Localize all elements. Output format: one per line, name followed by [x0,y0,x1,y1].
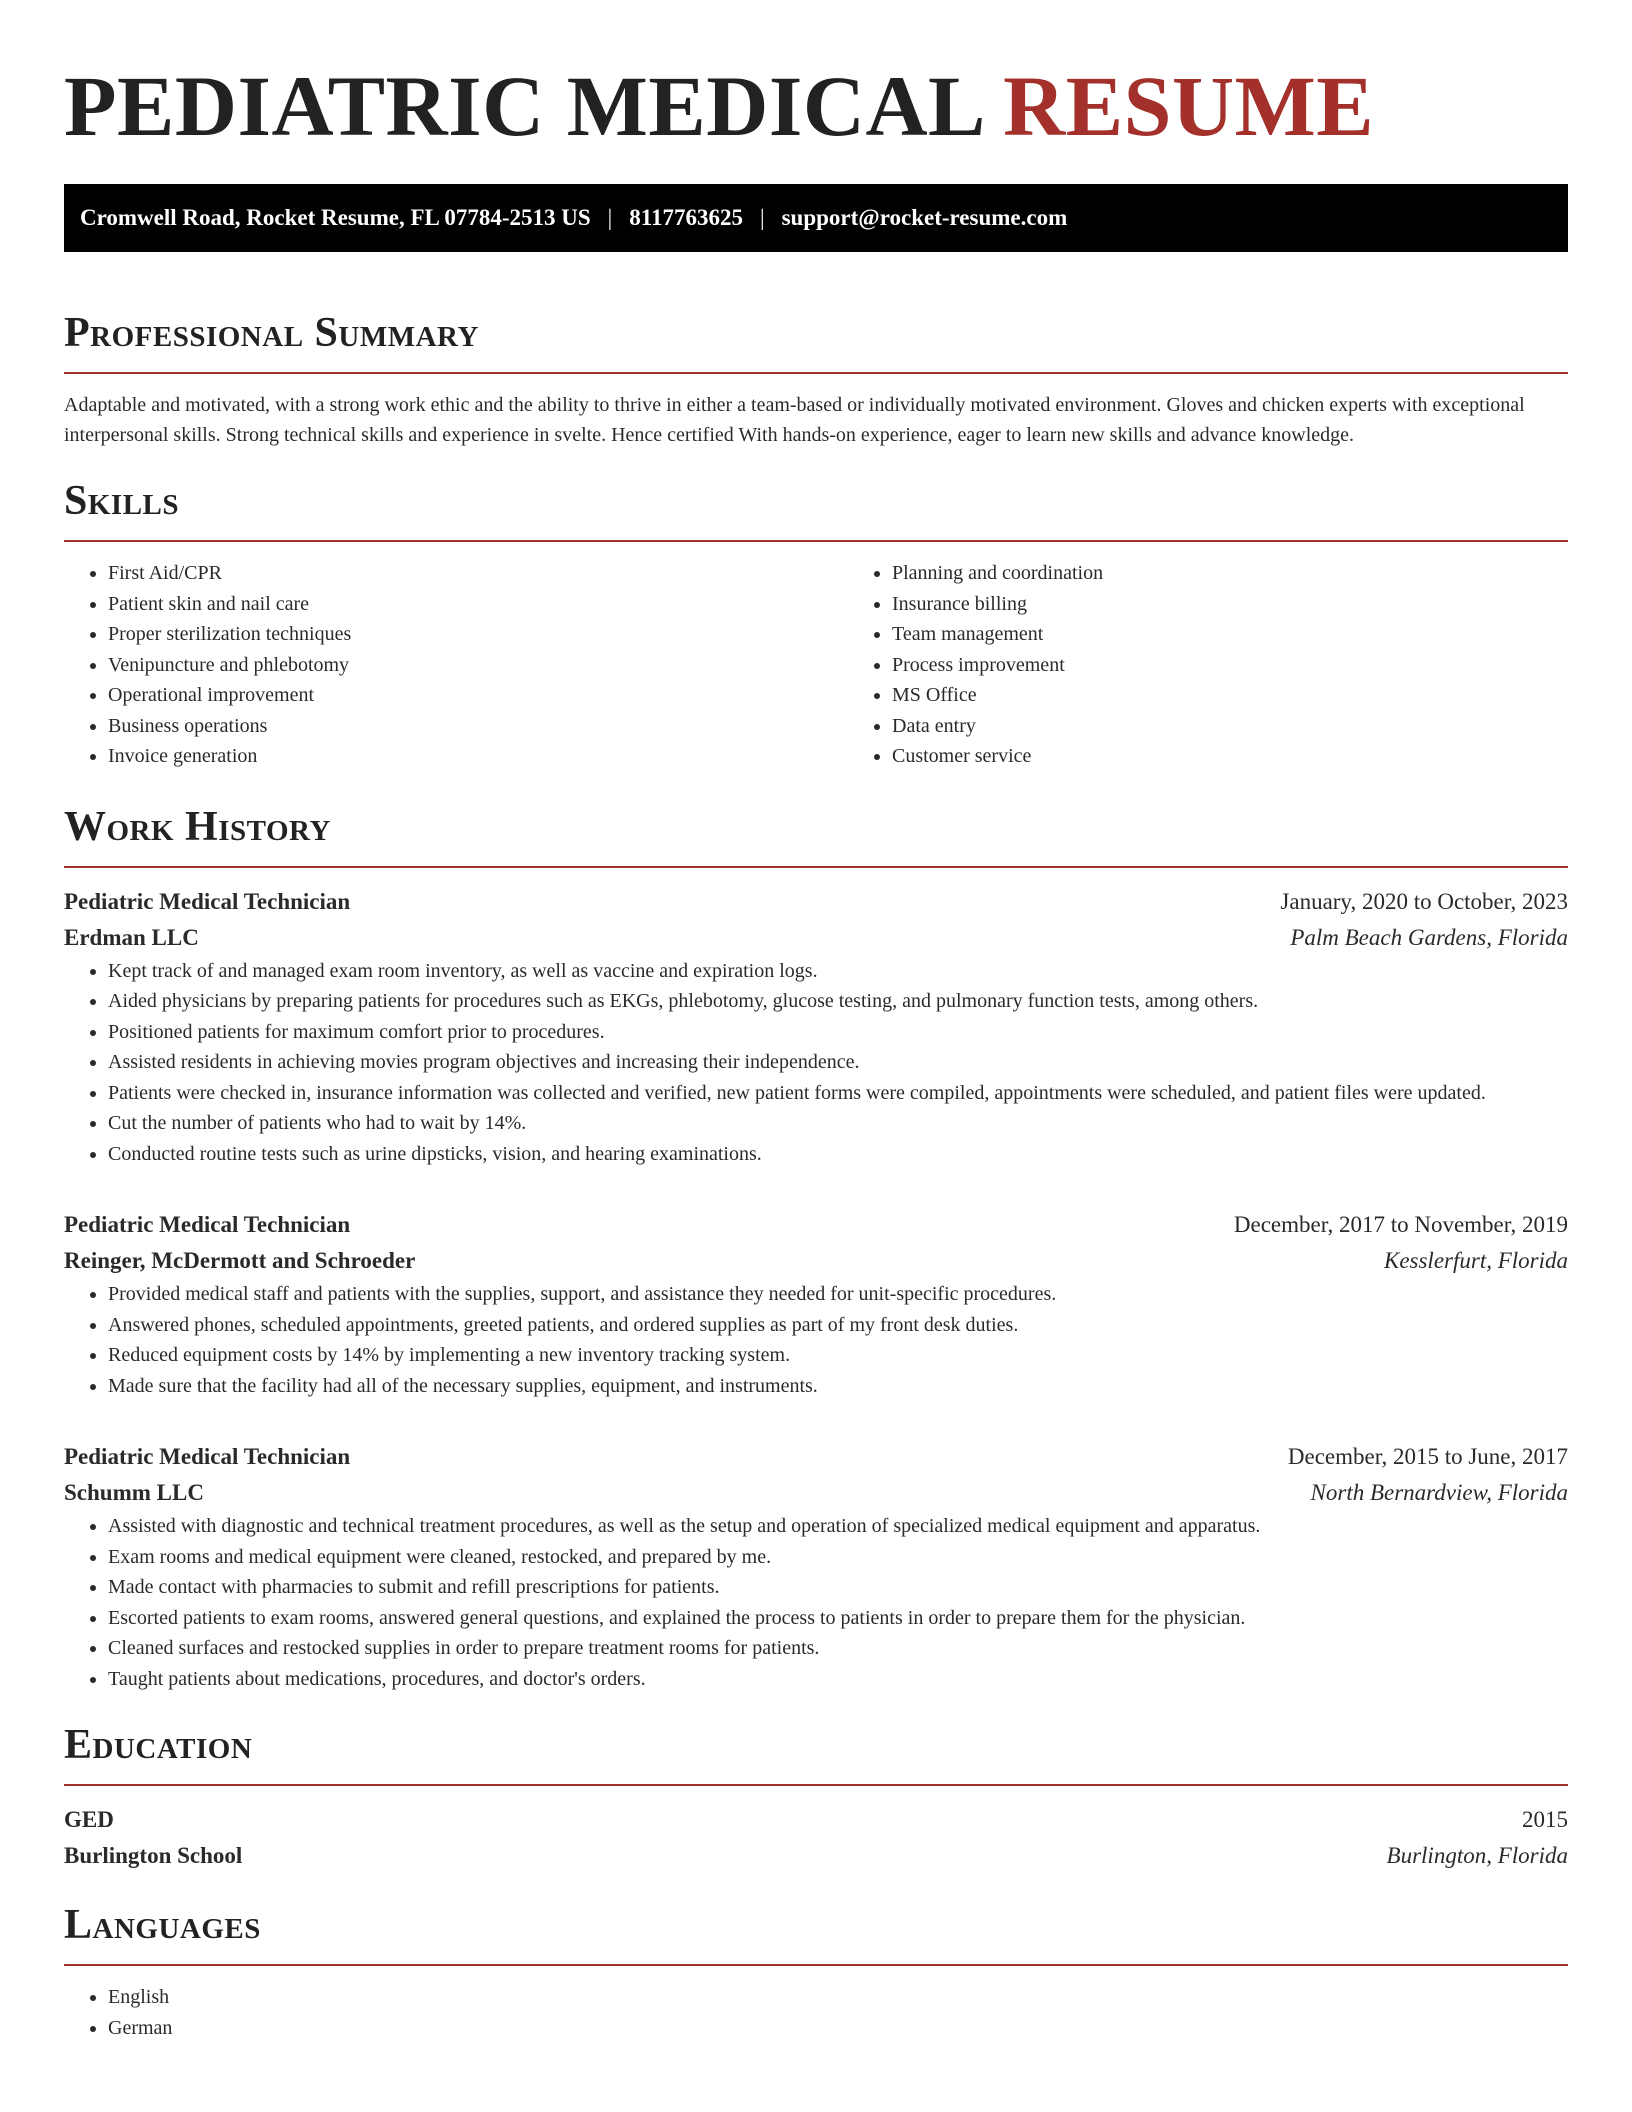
languages-list [64,1982,1568,2043]
title-main: PEDIATRIC MEDICAL [64,58,982,154]
job-dates: December, 2015 to June, 2017 [1287,1444,1568,1469]
section-divider [64,1784,1568,1786]
summary-section [64,308,1568,450]
contact-email: support@rocket-resume.com [781,205,1068,230]
title-accent: RESUME [1003,58,1375,154]
skill-item: • Invoice generation [108,741,848,772]
education-section [64,1720,1568,1874]
skill-item: • Operational improvement [108,680,848,711]
resume-title [64,0,1568,156]
job-company: Reinger, McDermott and Schroeder [64,1248,416,1273]
skill-item: • Planning and coordination [892,558,1632,589]
job-bullets [64,1279,1568,1401]
languages-heading: Languages [64,1902,261,1948]
contact-separator: | [607,205,613,230]
job-bullet: • Escorted patients to exam rooms, answered general questions, and explained the process to patients in order to prepare them for the physician. [108,1603,1568,1634]
skill-item: • First Aid/CPR [108,558,848,589]
skill-item: • MS Office [892,680,1632,711]
education-location: Burlington, Florida [1386,1843,1568,1868]
skill-item: • Business operations [108,711,848,742]
language-item: • German [108,2013,1568,2044]
job-bullet: • Assisted with diagnostic and technical treatment procedures, as well as the setup and operation of specialized medical equipment and apparatus. [108,1511,1568,1542]
education-year: 2015 [1522,1807,1568,1832]
job-title: Pediatric Medical Technician [64,1444,351,1469]
job-bullet: • Assisted residents in achieving movies program objectives and increasing their independence. [108,1047,1568,1078]
job-bullet: • Provided medical staff and patients with the supplies, support, and assistance they needed for unit-specific procedures. [108,1279,1568,1310]
skills-list-right [848,558,1632,772]
skill-item: • Customer service [892,741,1632,772]
skills-heading: Skills [64,478,180,524]
education-heading: Education [64,1722,253,1768]
job-bullet: • Answered phones, scheduled appointments, greeted patients, and ordered supplies as part of my front desk duties. [108,1310,1568,1341]
job-company: Erdman LLC [64,924,199,950]
skill-item: • Proper sterilization techniques [108,619,848,650]
contact-separator: | [760,205,765,230]
job-dates: December, 2017 to November, 2019 [1233,1212,1568,1237]
job-title: Pediatric Medical Technician [64,888,351,914]
job-bullet: • Taught patients about medications, procedures, and doctor's orders. [108,1664,1568,1695]
skill-item: • Venipuncture and phlebotomy [108,650,848,681]
section-divider [64,1964,1568,1966]
job-dates: January, 2020 to October, 2023 [1280,888,1568,914]
job-company: Schumm LLC [64,1480,204,1505]
work-heading: Work History [64,803,331,850]
job-bullet: • Reduced equipment costs by 14% by implementing a new inventory tracking system. [108,1340,1568,1371]
skills-section [64,476,1568,772]
job-bullets [64,956,1568,1170]
skills-list-left [64,558,848,772]
job-bullet: • Made sure that the facility had all of the necessary supplies, equipment, and instruments. [108,1371,1568,1402]
job-bullets [64,1511,1568,1694]
contact-address: Cromwell Road, Rocket Resume, FL 07784-2513 US [80,205,591,230]
job-bullet: • Conducted routine tests such as urine dipsticks, vision, and hearing examinations. [108,1139,1568,1170]
job-location: North Bernardview, Florida [1310,1480,1568,1505]
job-bullet: • Made contact with pharmacies to submit and refill prescriptions for patients. [108,1572,1568,1603]
languages-section [64,1900,1568,2043]
contact-bar [64,184,1568,252]
job-bullet: • Cleaned surfaces and restocked supplies in order to prepare treatment rooms for patients. [108,1633,1568,1664]
job-bullet: • Positioned patients for maximum comfort prior to procedures. [108,1017,1568,1048]
job-location: Palm Beach Gardens, Florida [1290,924,1568,950]
skill-item: • Team management [892,619,1632,650]
skills-grid [64,558,1568,772]
education-degree: GED [64,1807,114,1832]
job-bullet: • Patients were checked in, insurance information was collected and verified, new patient forms were compiled, appointments were scheduled, and patient files were updated. [108,1078,1568,1109]
summary-heading: Professional Summary [64,310,479,356]
skill-item: • Data entry [892,711,1632,742]
job-bullet: • Aided physicians by preparing patients for procedures such as EKGs, phlebotomy, glucose testing, and pulmonary function tests, among others. [108,986,1568,1017]
contact-phone: 8117763625 [629,205,743,230]
job-entry [64,1207,1568,1401]
job-location: Kesslerfurt, Florida [1383,1248,1568,1273]
skill-item: • Patient skin and nail care [108,589,848,620]
education-school: Burlington School [64,1843,243,1868]
job-entry [64,1439,1568,1694]
section-divider [64,866,1568,868]
skill-item: • Process improvement [892,650,1632,681]
job-bullet: • Kept track of and managed exam room inventory, as well as vaccine and expiration logs. [108,956,1568,987]
section-divider [64,540,1568,542]
job-bullet: • Exam rooms and medical equipment were cleaned, restocked, and prepared by me. [108,1542,1568,1573]
job-entry [64,884,1568,1170]
education-entry [64,1802,1568,1874]
work-history-section [64,802,1568,1695]
summary-text: Adaptable and motivated, with a strong work ethic and the ability to thrive in either a team-based or individually motivated environment. Gloves and chicken experts with exceptional interpersonal skills. Strong technical skills and experience in svelte. Hence certified With hands-on experience, eager to learn new skills and advance knowledge. [64,394,1525,446]
job-bullet: • Cut the number of patients who had to wait by 14%. [108,1108,1568,1139]
job-title: Pediatric Medical Technician [64,1212,351,1237]
section-divider [64,372,1568,374]
skill-item: • Insurance billing [892,589,1632,620]
language-item: • English [108,1982,1568,2013]
